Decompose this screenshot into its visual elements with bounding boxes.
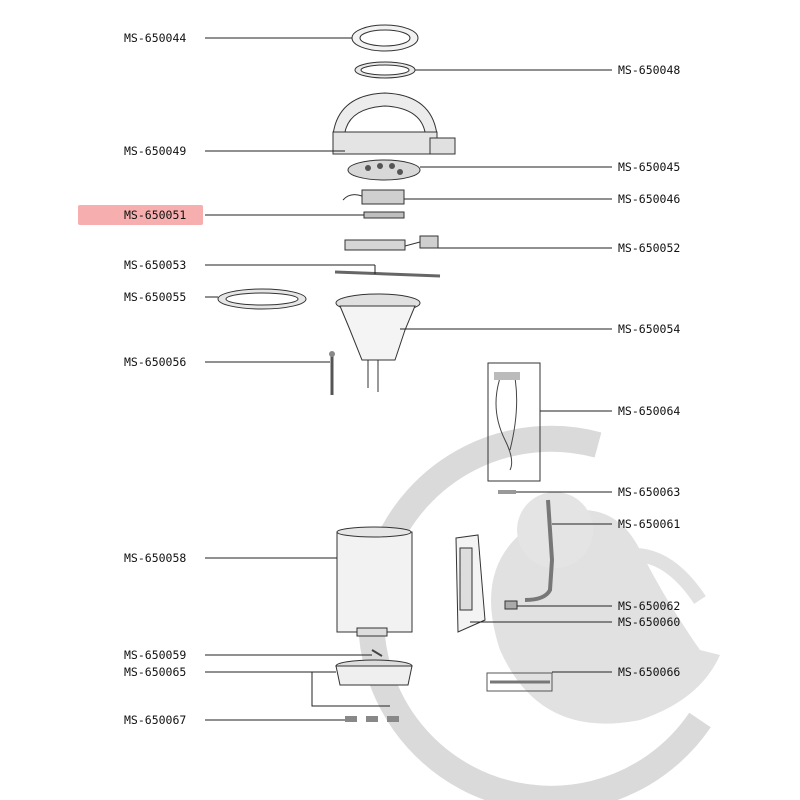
callout-label-p62: MS-650062	[618, 599, 681, 613]
part-tank	[337, 527, 412, 636]
callout-label-p49: MS-650049	[124, 144, 187, 158]
callout-label-p54: MS-650054	[618, 322, 681, 336]
callout-label-p63: MS-650063	[618, 485, 681, 499]
part-connector	[505, 601, 517, 609]
callout-label-p56: MS-650056	[124, 355, 187, 369]
callout-label-p46: MS-650046	[618, 192, 681, 206]
part-lid-housing	[333, 93, 455, 154]
callout-label-p58: MS-650058	[124, 551, 187, 565]
callout-label-p59: MS-650059	[124, 648, 187, 662]
part-switch-assembly	[345, 236, 438, 250]
part-bar	[364, 212, 404, 218]
part-wiring-harness	[488, 363, 540, 481]
part-bowl	[336, 294, 420, 392]
part-seal	[355, 62, 415, 78]
callout-label-p48: MS-650048	[618, 63, 681, 77]
part-rod	[329, 351, 335, 395]
callout-label-p60: MS-650060	[618, 615, 681, 629]
part-base	[336, 660, 412, 685]
callout-label-p65: MS-650065	[124, 665, 187, 679]
part-small-tube	[498, 490, 516, 494]
callout-label-p64: MS-650064	[618, 404, 681, 418]
callout-label-p55: MS-650055	[124, 290, 187, 304]
callout-label-p51: MS-650051	[124, 208, 187, 222]
part-feet	[345, 716, 399, 722]
callout-label-p66: MS-650066	[618, 665, 681, 679]
callout-label-p45: MS-650045	[618, 160, 681, 174]
part-gasket-ring	[218, 289, 306, 309]
callout-label-p67: MS-650067	[124, 713, 187, 727]
part-plate	[348, 160, 420, 180]
part-handle	[456, 535, 485, 632]
part-strip	[335, 272, 440, 276]
callout-label-p52: MS-650052	[618, 241, 681, 255]
callout-label-p44: MS-650044	[124, 31, 187, 45]
part-control-board	[343, 190, 404, 204]
callout-label-p61: MS-650061	[618, 517, 681, 531]
part-top-ring	[352, 25, 418, 51]
callout-label-p53: MS-650053	[124, 258, 187, 272]
